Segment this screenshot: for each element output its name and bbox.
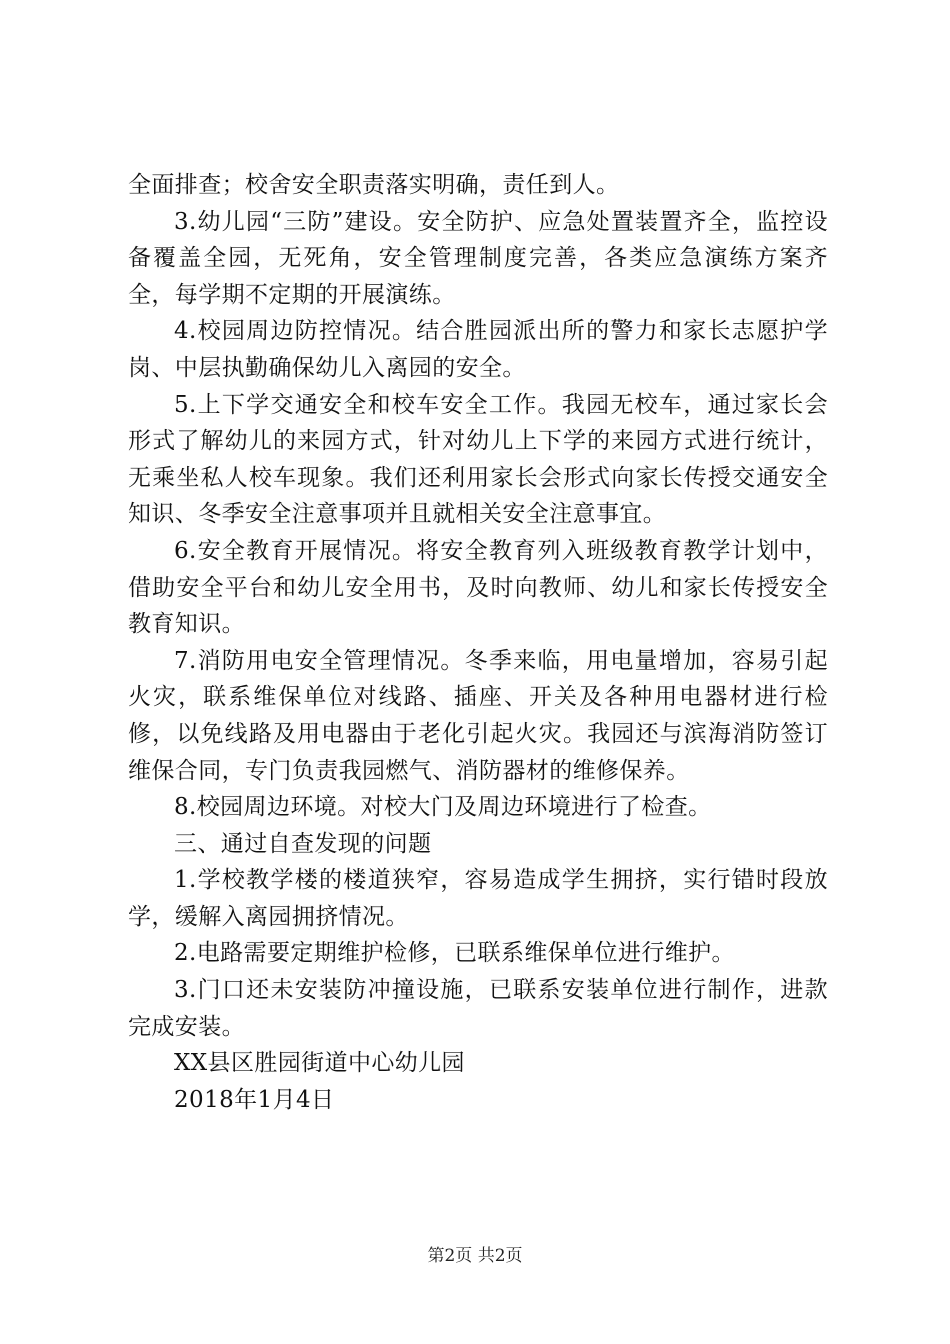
item-7-paragraph: 7.消防用电安全管理情况。冬季来临，用电量增加，容易引起火灾，联系维保单位对线路、插座、开关及各种用电器材进行检修，以免线路及用电器由于老化引起火灾。我园还与滨海消防签订维保合同，专门负责我园燃气、消防器材的维修保养。 bbox=[128, 647, 828, 784]
item-6-paragraph: 6.安全教育开展情况。将安全教育列入班级教育教学计划中，借助安全平台和幼儿安全用书，及时向教师、幼儿和家长传授安全教育知识。 bbox=[128, 537, 828, 638]
problem-1-paragraph: 1.学校教学楼的楼道狭窄，容易造成学生拥挤，实行错时段放学，缓解入离园拥挤情况。 bbox=[128, 867, 828, 930]
item-3-paragraph: 3.幼儿园“三防”建设。安全防护、应急处置装置齐全，监控设备覆盖全园，无死角，安全管理制度完善，各类应急演练方案齐全，每学期不定期的开展演练。 bbox=[128, 208, 828, 308]
section-heading: 三、通过自查发现的问题 bbox=[174, 830, 432, 857]
document-body bbox=[128, 167, 828, 1118]
problem-2-paragraph: 2.电路需要定期维护检修，已联系维保单位进行维护。 bbox=[174, 940, 735, 967]
item-8-paragraph: 8.校园周边环境。对校大门及周边环境进行了检查。 bbox=[174, 794, 712, 821]
signature-date: 2018年1月4日 bbox=[174, 1086, 335, 1113]
item-5-paragraph: 5.上下学交通安全和校车安全工作。我园无校车，通过家长会形式了解幼儿的来园方式，针对幼儿上下学的来园方式进行统计，无乘坐私人校车现象。我们还利用家长会形式向家长传授交通安全知识、冬季安全注意事项并且就相关安全注意事宜。 bbox=[128, 391, 828, 528]
continuation-paragraph: 全面排查；校舍安全职责落实明确，责任到人。 bbox=[128, 172, 620, 198]
page-footer: 第2页 共2页 bbox=[427, 1246, 523, 1266]
problem-3-paragraph: 3.门口还未安装防冲撞设施，已联系安装单位进行制作，进款完成安装。 bbox=[128, 977, 828, 1040]
signature-organization: XX县区胜园街道中心幼儿园 bbox=[174, 1050, 465, 1077]
item-4-paragraph: 4.校园周边防控情况。结合胜园派出所的警力和家长志愿护学岗、中层执勤确保幼儿入离园的安全。 bbox=[128, 318, 828, 381]
